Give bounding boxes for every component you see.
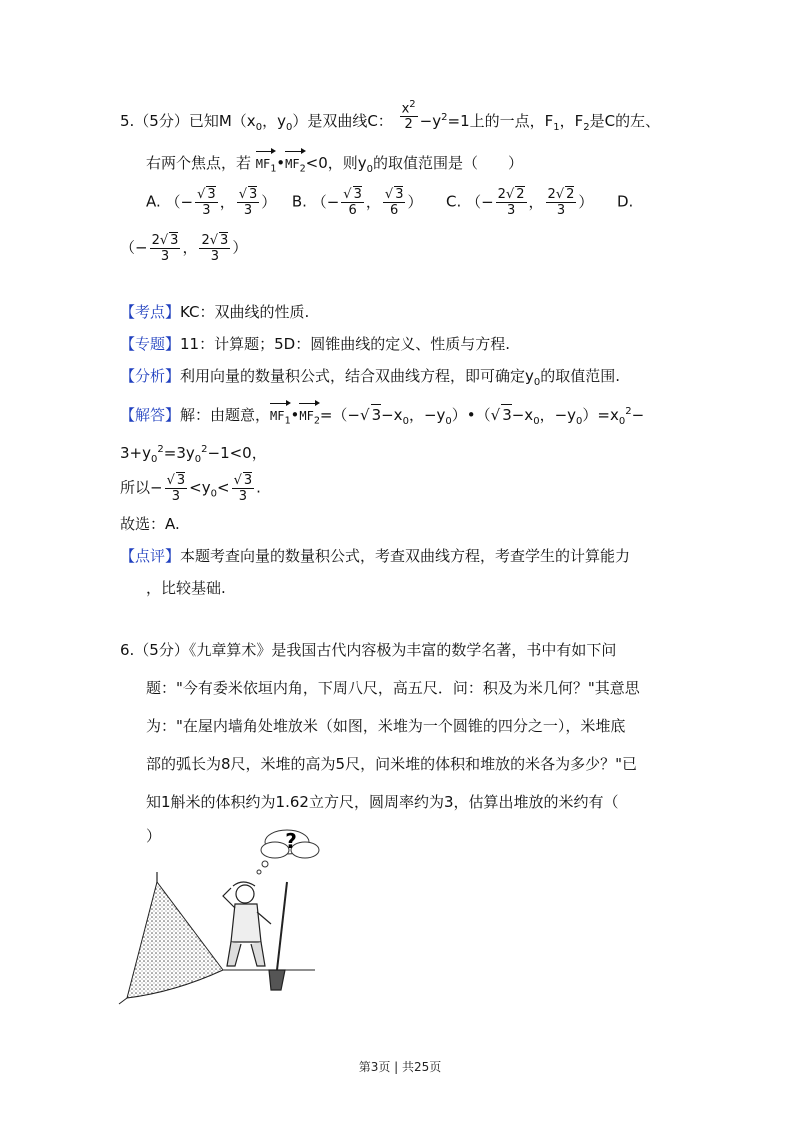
- subscript: 0: [366, 164, 373, 175]
- frac-den: 6: [390, 203, 399, 218]
- sqrt-arg: 2: [516, 187, 525, 202]
- subscript: 1: [270, 163, 277, 175]
- frac-den: 3: [171, 489, 180, 504]
- q5-text: ）是双曲线C：: [292, 112, 393, 130]
- subscript: 0: [210, 488, 217, 500]
- dianping-tag: 【点评】: [120, 547, 181, 565]
- q5-stem-line2: 右两个焦点，若 $MF_1•MF_2<0$，则$y_0$的取值范围是（ ）: [146, 148, 523, 180]
- frac-den: 3: [160, 249, 170, 264]
- jieda-text: −1<0，: [207, 444, 267, 462]
- q5-text: 的取值范围是（ ）: [373, 154, 524, 172]
- sqrt-arg: 3: [243, 473, 253, 488]
- coef: 2: [547, 187, 556, 202]
- jieda-line2: [120, 440, 267, 470]
- q5-options-row: [146, 186, 633, 218]
- sqrt-arg: 3: [502, 406, 512, 424]
- option-c-label: C.: [446, 192, 462, 211]
- subscript: 0: [285, 122, 293, 133]
- jieda-text: 解：由题意，: [180, 406, 271, 424]
- suoyi-text: <y: [189, 478, 211, 497]
- subscript: 0: [533, 416, 540, 427]
- coef: 2: [151, 233, 160, 248]
- rice-pile-figure: [115, 820, 335, 1010]
- coef: 2: [497, 187, 506, 202]
- subscript: 2: [583, 122, 590, 133]
- fenxi-text: 的取值范围.: [540, 367, 621, 385]
- option-a-value: （− $\frac{√ 3}{3}$ ， $\frac{√ 3}{3}$ ）: [165, 187, 277, 218]
- sqrt-arg: 2: [566, 187, 575, 202]
- q5-text: 5.（5分）已知M（x: [120, 112, 256, 130]
- kaodian-text: KC：双曲线的性质.: [180, 303, 310, 321]
- subscript: 0: [255, 122, 263, 133]
- q6-line4: 部的弧长为8尺，米堆的高为5尺，问米堆的体积和堆放的米各为多少？"已: [146, 755, 637, 773]
- jieda-tag: 【解答】: [120, 406, 181, 424]
- jieda-text: ）=x: [582, 406, 619, 424]
- q5-text: −y: [419, 112, 442, 130]
- frac-den: 6: [348, 203, 357, 218]
- q5-text: <0，则y: [305, 154, 367, 172]
- jieda-text: =3y: [163, 444, 195, 462]
- q6-line3: 为："在屋内墙角处堆放米（如图，米堆为一个圆锥的四分之一），米堆底: [146, 717, 626, 735]
- vec-text: MF: [270, 409, 285, 423]
- suoyi-line: 所以− $\frac{√ 3}{3}$ $<y_0<$ $\frac{√ 3}{3}$ .: [120, 473, 261, 504]
- coef: 2: [201, 233, 210, 248]
- superscript: 2: [201, 444, 208, 455]
- zhuanti-line: [120, 334, 510, 354]
- subscript: 0: [151, 454, 158, 465]
- frac-den: 3: [506, 203, 516, 218]
- jieda-text: 3+y: [120, 444, 151, 462]
- superscript: 2: [157, 444, 164, 455]
- frac-den: 3: [556, 203, 566, 218]
- frac-num: x: [401, 101, 410, 117]
- sqrt-arg: 3: [220, 233, 229, 248]
- q6-line1: 6.（5分）《九章算术》是我国古代内容极为丰富的数学名著，书中有如下问: [120, 641, 617, 659]
- q5-text: 右两个焦点，若: [146, 154, 252, 172]
- vec-text: MF: [255, 157, 271, 171]
- rice-cone: [127, 882, 223, 998]
- frac-den: 3: [202, 203, 211, 218]
- option-c-value: （− $\frac{2√ 2}{3}$ ， $\frac{2√ 2}{3}$ ）: [466, 187, 594, 218]
- superscript: 2: [441, 112, 448, 123]
- sqrt-arg: 3: [371, 406, 382, 424]
- subscript: 0: [194, 454, 202, 465]
- dianping-line2: ，比较基础.: [146, 579, 226, 597]
- subscript: 0: [533, 377, 541, 388]
- x2-over-2-fraction: [400, 97, 418, 132]
- option-a-label: A.: [146, 192, 161, 211]
- option-d-value: （− $\frac{2√ 3}{3}$ ， $\frac{2√ 3}{3}$ ）: [120, 233, 248, 264]
- jieda-text: =（−: [319, 406, 360, 424]
- option-b-value: （− $\frac{√ 3}{6}$ ， $\frac{√ 3}{6}$ ）: [311, 187, 423, 218]
- man-figure: [223, 882, 287, 990]
- suoyi-text: 所以−: [120, 478, 163, 497]
- suoyi-text: .: [256, 478, 261, 497]
- q5-text: 是C的左、: [589, 112, 661, 130]
- subscript: 0: [402, 416, 409, 427]
- jieda-text: −: [631, 406, 645, 424]
- superscript: 2: [625, 406, 632, 417]
- guxuan-line: 故选：A.: [120, 515, 180, 533]
- sqrt-arg: 3: [353, 187, 362, 202]
- frac-den: 3: [243, 203, 253, 218]
- kaodian-tag: 【考点】: [120, 303, 181, 321]
- q6-line6: ）: [146, 827, 162, 845]
- option-d-label: D.: [616, 192, 634, 211]
- vector-mf2: [285, 148, 305, 179]
- subscript: 0: [445, 416, 452, 427]
- frac-den: 3: [238, 489, 247, 504]
- vector-mf2: [299, 400, 319, 431]
- sqrt-arg: 3: [170, 233, 179, 248]
- fenxi-tag: 【分析】: [120, 367, 181, 385]
- q5-text: =1上的一点，F: [447, 112, 554, 130]
- q5-text: ，y: [262, 112, 286, 130]
- superscript: 2: [409, 98, 416, 110]
- sqrt-arg: 3: [395, 187, 404, 202]
- jieda-text: ）•（: [451, 406, 491, 424]
- q6-line5: 知1斛米的体积约为1.62立方尺，圆周率约为3，估算出堆放的米约有（: [146, 793, 619, 811]
- vector-mf1: [270, 400, 290, 431]
- fenxi-line: [120, 366, 620, 393]
- suoyi-text: <: [216, 478, 230, 497]
- sqrt-arg: 3: [176, 473, 186, 488]
- subscript: 0: [576, 416, 583, 427]
- jieda-text: ，−y: [539, 406, 577, 424]
- subscript: 0: [618, 416, 626, 427]
- zhuanti-tag: 【专题】: [120, 335, 181, 353]
- dianping-text: 本题考查向量的数量积公式，考查双曲线方程，考查学生的计算能力: [180, 547, 631, 565]
- subscript: 1: [284, 415, 291, 427]
- sqrt-arg: 3: [207, 187, 216, 202]
- frac-den: 2: [404, 117, 413, 133]
- jieda-line1: 【解答】解：由题意，$MF_1•MF_2=(-√$ $3-x_0$，$-y_0)•(√$ $3-x_0$，$-y_0)=x_0^2-$: [120, 400, 644, 432]
- page-footer: 第3页 | 共25页: [358, 1060, 442, 1074]
- q5-text: ，F: [559, 112, 584, 130]
- kaodian-line: [120, 302, 309, 322]
- vec-text: MF: [285, 157, 300, 171]
- dianping-line1: [120, 546, 630, 566]
- subscript: 1: [553, 122, 560, 133]
- option-b-label: B.: [291, 192, 307, 211]
- subscript: 2: [299, 163, 306, 175]
- fenxi-text: 利用向量的数量积公式，结合双曲线方程，即可确定y: [180, 367, 534, 385]
- jieda-text: −x: [511, 406, 534, 424]
- vec-text: MF: [299, 409, 314, 423]
- zhuanti-text: 11：计算题；5D：圆锥曲线的定义、性质与方程.: [180, 335, 510, 353]
- question-mark: ?: [285, 829, 297, 853]
- subscript: 2: [313, 415, 320, 427]
- sqrt-arg: 3: [249, 187, 258, 202]
- q5-stem-line1: [120, 98, 661, 138]
- q6-line2: 题："今有委米依垣内角，下周八尺，高五尺．问：积及为米几何？"其意思: [146, 679, 640, 697]
- jieda-text: −x: [381, 406, 403, 424]
- jieda-text: ，−y: [408, 406, 446, 424]
- vector-mf1: [256, 148, 276, 179]
- frac-den: 3: [210, 249, 220, 264]
